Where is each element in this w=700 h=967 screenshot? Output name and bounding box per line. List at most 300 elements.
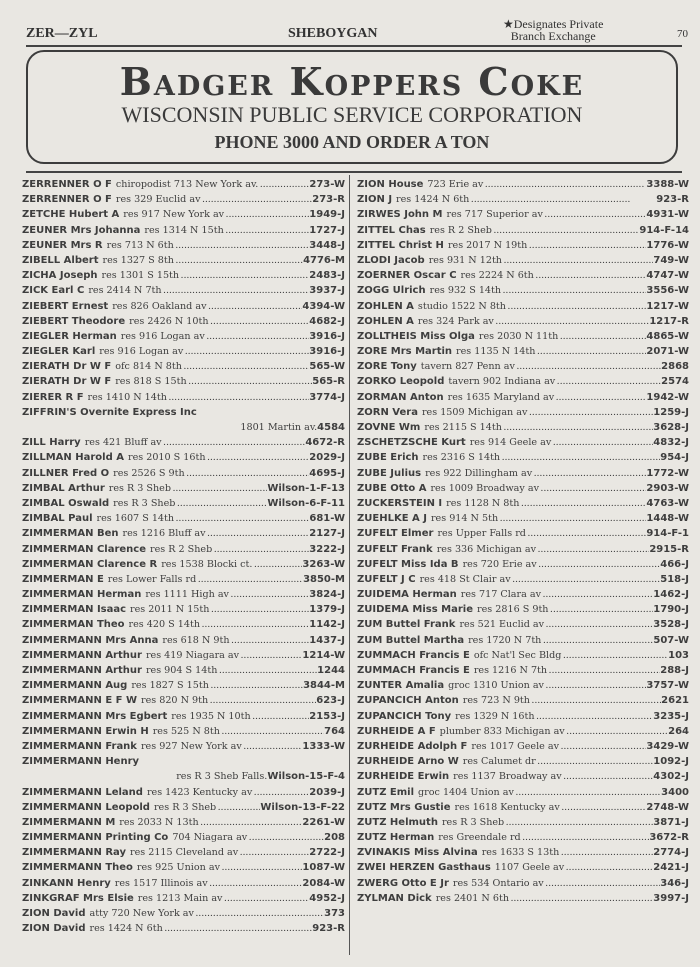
listing-entry	[357, 587, 689, 602]
listing-address: res 916 Logan av . . .	[99, 344, 309, 359]
listing-name: ZUTZ Mrs Gustie	[357, 801, 451, 813]
listing-name: ZIERATH Dr W F	[22, 376, 112, 388]
listing-name: ZIEBERT Ernest	[22, 300, 109, 312]
listing-entry	[357, 572, 689, 587]
listing-entry	[357, 800, 689, 815]
listing-name: ZIMMERMANN Arthur	[22, 649, 142, 661]
listing-entry	[22, 678, 345, 693]
listing-name: ZURHEIDE Adolph F	[357, 740, 468, 752]
listing-phone: 1259-J	[653, 406, 689, 418]
listing-address: res 1135 N 14th . . .	[456, 344, 646, 359]
listing-phone: 3850-M	[303, 573, 345, 585]
listing-address: res 932 S 14th . . .	[430, 283, 647, 298]
listing-address: res 420 S 14th . . .	[129, 617, 310, 632]
listing-entry	[357, 496, 689, 511]
listing-entry	[22, 223, 345, 238]
listing-entry	[357, 481, 689, 496]
listing-phone: 954-J	[660, 452, 689, 464]
listing-phone: 2722-J	[309, 847, 345, 859]
listing-name: ZIMMERMANN Erwin H	[22, 725, 149, 737]
listing-address: res 1327 S 8th . . .	[102, 253, 303, 268]
listing-phone: 507-W	[653, 634, 689, 646]
ad-brand-name: Badger Koppers Coke	[119, 59, 585, 104]
listing-address: res R 3 Sheb . . .	[109, 481, 268, 496]
listing-phone: 2421-J	[653, 862, 689, 874]
listing-address: res 1216 Bluff av . . .	[122, 526, 309, 541]
listing-name: ZUBE Otto A	[357, 482, 427, 494]
listing-name: ZOGG Ulrich	[357, 285, 426, 297]
listing-name: ZITTEL Chas	[357, 224, 426, 236]
listing-phone: 2915-R	[649, 543, 689, 555]
listing-name: ZILLMAN Harold A	[22, 452, 124, 464]
listing-address: res 1314 N 15th . . .	[144, 223, 309, 238]
listing-address: res 723 N 9th . . .	[463, 693, 661, 708]
listing-address: res R 3 Sheb . . .	[113, 496, 267, 511]
listing-name: ZUPANCICH Anton	[357, 695, 459, 707]
listing-entry	[22, 557, 345, 572]
listing-entry	[22, 299, 345, 314]
listing-phone: 373	[324, 908, 345, 919]
listing-entry	[357, 192, 689, 207]
listing-name: ZIRWES John M	[357, 209, 443, 221]
listing-phone: 1949-J	[309, 209, 345, 221]
listing-name: ZIMMERMAN E	[22, 573, 104, 585]
listing-entry	[22, 876, 345, 891]
listing-entry	[22, 253, 345, 268]
listing-name: ZURHEIDE A F	[357, 725, 436, 737]
listing-entry	[357, 785, 689, 800]
listing-entry	[357, 754, 689, 769]
listing-address: res 1213 Main av . . .	[138, 891, 310, 906]
listing-entry	[357, 678, 689, 693]
listing-entry	[22, 526, 345, 541]
listing-address: res 927 New York av . . .	[141, 739, 302, 754]
listing-address: res R 2 Sheb . . .	[430, 223, 640, 238]
listing-name: ZOERNER Oscar C	[357, 270, 457, 282]
listing-address: res 1509 Michigan av . . .	[422, 405, 653, 420]
listing-entry	[22, 542, 345, 557]
listing-entry	[22, 921, 345, 936]
listing-name: ZIMMERMANN Mrs Anna	[22, 634, 159, 646]
listing-name: ZUIDEMA Herman	[357, 589, 457, 601]
listing-entry	[357, 405, 689, 420]
listing-name: ZIERATH Dr W F	[22, 361, 112, 373]
listing-phone: 1333-W	[302, 740, 345, 752]
listing-entry	[22, 238, 345, 253]
listing-entry	[357, 633, 689, 648]
listing-address: res 329 Euclid av . . .	[116, 192, 312, 207]
listing-name: ZIMBAL Arthur	[22, 482, 105, 494]
listing-name: ZIEBERT Theodore	[22, 315, 126, 327]
listing-entry	[357, 891, 689, 906]
listing-phone: 3844-M	[303, 680, 345, 692]
listing-entry	[357, 450, 689, 465]
listing-address: chiropodist 713 New York av. . . .	[116, 177, 310, 192]
listing-entry	[22, 709, 345, 724]
listing-phone: 3628-J	[653, 422, 689, 433]
listing-entry	[22, 633, 345, 648]
listing-address: res 1538 Blocki ct. . . .	[161, 557, 302, 572]
listing-address: res 1635 Maryland av . . .	[448, 390, 647, 405]
listing-name: ZORE Tony	[357, 361, 417, 373]
page-number: 70	[677, 28, 688, 40]
listing-name: ZUTZ Herman	[357, 832, 435, 844]
listing-phone: 3774-J	[309, 391, 345, 403]
listing-address: 1801 Martin av.	[240, 422, 318, 433]
listing-name: ZITTEL Christ H	[357, 239, 444, 251]
listing-address: res 1009 Broadway av . . .	[430, 481, 646, 496]
listing-phone: 2868	[661, 361, 689, 373]
listing-phone: 2621	[661, 695, 689, 707]
listing-entry	[22, 283, 345, 298]
listing-entry	[22, 785, 345, 800]
listing-address: res 2316 S 14th . . .	[423, 450, 661, 465]
listing-address: 1107 Geele av . . .	[495, 860, 654, 875]
listing-phone: 103	[668, 649, 689, 661]
listing-phone: Wilson-1-F-13	[267, 482, 345, 494]
listing-phone: 1379-J	[309, 604, 345, 616]
listing-phone: 3222-J	[309, 543, 345, 555]
listing-phone: 4763-W	[646, 497, 689, 509]
listing-address	[201, 405, 345, 420]
listing-phone: 4695-J	[309, 467, 345, 479]
listing-name: ZILL Harry	[22, 437, 81, 449]
listing-phone: 273-W	[309, 179, 345, 190]
listing-address: tavern 902 Indiana av . . .	[448, 374, 661, 389]
listing-phone: 1244	[317, 665, 345, 676]
listing-name: ZUMMACH Francis E	[357, 649, 470, 661]
listing-phone: Wilson-15-F-4	[267, 771, 345, 783]
listing-phone: 3672-R	[649, 832, 689, 844]
listing-phone: 4672-R	[305, 437, 345, 449]
listing-address: res 2030 N 11th . . .	[479, 329, 647, 344]
listing-address: res 1935 N 10th . . .	[171, 709, 309, 724]
listing-name: ZIMMERMANN Frank	[22, 740, 137, 752]
listing-entry	[357, 542, 689, 557]
listing-phone: 466-J	[660, 558, 689, 570]
listing-entry	[22, 374, 345, 389]
listing-name: ZUM Buttel Frank	[357, 619, 456, 631]
listing-address: res 720 Erie av . . .	[463, 557, 661, 572]
listing-name: ZERRENNER O F	[22, 194, 112, 206]
listing-name: ZIMMERMANN E F W	[22, 695, 137, 707]
listing-address: res 1720 N 7th . . .	[468, 633, 653, 648]
listing-name: ZOVNE Wm	[357, 422, 421, 433]
listing-name: ZORMAN Anton	[357, 391, 444, 403]
listing-name: ZUTZ Emil	[357, 786, 415, 798]
listing-name: ZUM Buttel Martha	[357, 634, 465, 646]
listing-name: ZOHLEN A	[357, 315, 414, 327]
listing-name: ZIMMERMAN Clarence R	[22, 558, 158, 570]
listing-phone: 3824-J	[309, 589, 345, 601]
listing-column-right	[357, 177, 689, 906]
listing-entry	[357, 526, 689, 541]
listing-name: ZINKANN Henry	[22, 877, 111, 889]
listing-entry	[357, 238, 689, 253]
listing-entry	[357, 420, 689, 435]
ad-bottom-rule	[26, 171, 682, 173]
listing-address: res 914 N 5th . . .	[431, 511, 646, 526]
listing-phone: 3916-J	[309, 330, 345, 342]
listing-address: res 521 Euclid av . . .	[459, 617, 653, 632]
listing-address: res Greendale rd . . .	[438, 830, 649, 845]
listing-entry	[22, 800, 345, 815]
alphabetical-range: ZER—ZYL	[26, 26, 98, 41]
listing-name: ZIMBAL Oswald	[22, 497, 110, 509]
listing-address: res Lower Falls rd . . .	[108, 572, 303, 587]
listing-address: res 324 Park av . . .	[418, 314, 649, 329]
listing-name: ZORE Mrs Martin	[357, 346, 453, 358]
listing-name: ZURHEIDE Arno W	[357, 756, 459, 768]
listing-phone: 1142-J	[309, 619, 345, 631]
listing-phone: 3997-J	[653, 892, 689, 904]
listing-address: res 904 S 14th . . .	[146, 663, 317, 678]
listing-entry	[357, 724, 689, 739]
listing-address: res 2414 N 7th . . .	[88, 283, 309, 298]
listing-phone: 565-W	[309, 361, 345, 373]
listing-phone: 4832-J	[653, 437, 689, 449]
listing-address: res 421 Bluff av . . .	[85, 435, 306, 450]
listing-name: ZIMMERMANN Mrs Egbert	[22, 710, 168, 722]
listing-entry	[22, 329, 345, 344]
listing-phone: 2748-W	[646, 801, 689, 813]
listing-name: ZUPANCICH Tony	[357, 710, 452, 722]
listing-name: ZIMBAL Paul	[22, 513, 93, 525]
listing-entry	[357, 359, 689, 374]
listing-address: res 717 Superior av . . .	[446, 207, 646, 222]
listing-address: groc 1404 Union av . . .	[418, 785, 661, 800]
listing-phone: 3263-W	[302, 558, 345, 570]
listing-name: ZINKGRAF Mrs Elsie	[22, 892, 134, 904]
listing-name: ZIMMERMANN Leland	[22, 786, 143, 798]
listing-phone: 1214-W	[302, 649, 345, 661]
listing-entry	[22, 830, 345, 845]
listing-entry	[357, 769, 689, 784]
listing-entry	[22, 390, 345, 405]
listing-address: res 1424 N 6th . . .	[396, 192, 656, 207]
listing-address: res R 2 Sheb . . .	[150, 542, 309, 557]
listing-name: ZOLLTHEIS Miss Olga	[357, 330, 475, 342]
listing-phone: 4682-J	[309, 315, 345, 327]
listing-name: ZYLMAN Dick	[357, 892, 432, 904]
listing-address: res 931 N 12th . . .	[429, 253, 654, 268]
listing-phone: 2261-W	[302, 816, 345, 828]
listing-address	[143, 754, 345, 769]
pbx-legend	[503, 18, 603, 42]
listing-phone: 1217-W	[646, 300, 689, 312]
advertisement-box	[26, 50, 678, 164]
listing-entry	[22, 845, 345, 860]
listing-name: ZION David	[22, 908, 86, 919]
listing-name: ZUFELT Miss Ida B	[357, 558, 459, 570]
listing-phone: 565-R	[312, 376, 345, 388]
listing-address: res 1111 High av . . .	[145, 587, 309, 602]
listing-entry	[357, 617, 689, 632]
listing-name: ZIMMERMANN Printing Co	[22, 832, 169, 844]
listing-phone: 1727-J	[309, 224, 345, 236]
listing-entry	[357, 177, 689, 192]
pbx-legend-line-1: ★Designates Private	[503, 17, 604, 31]
listing-name: ZUBE Erich	[357, 452, 419, 464]
listing-address: res 1216 N 7th . . .	[474, 663, 660, 678]
listing-entry	[357, 602, 689, 617]
listing-address: res 2401 N 6th . . .	[436, 891, 654, 906]
listing-entry	[357, 466, 689, 481]
listing-phone: 288-J	[660, 665, 689, 676]
listing-name: ZVINAKIS Miss Alvina	[357, 847, 478, 859]
listing-entry	[22, 268, 345, 283]
listing-entry	[22, 496, 345, 511]
listing-phone: 4931-W	[646, 209, 689, 221]
listing-name: ZUFELT Elmer	[357, 528, 434, 540]
city-name: SHEBOYGAN	[288, 26, 378, 41]
listing-name: ZUIDEMA Miss Marie	[357, 604, 474, 616]
listing-entry	[357, 283, 689, 298]
listing-phone: 2127-J	[309, 528, 345, 540]
listing-entry	[357, 329, 689, 344]
listing-phone: 3757-W	[646, 680, 689, 692]
listing-phone: 1772-W	[646, 467, 689, 479]
listing-phone: 4394-W	[302, 300, 345, 312]
listing-entry	[22, 344, 345, 359]
listing-address: res 1423 Kentucky av . . .	[147, 785, 309, 800]
listing-phone: 2153-J	[309, 710, 345, 722]
listing-phone: 518-J	[660, 573, 689, 585]
listing-address: res 818 S 15th . . .	[115, 374, 312, 389]
listing-name: ZIMMERMANN Henry	[22, 756, 140, 768]
listing-address: ofc 814 N 8th . . .	[115, 359, 309, 374]
listing-name: ZIMMERMANN M	[22, 816, 116, 828]
listing-address: res 2033 N 13th . . .	[119, 815, 302, 830]
listing-address: res 336 Michigan av . . .	[437, 542, 650, 557]
listing-address: res 2526 S 9th . . .	[113, 466, 309, 481]
listing-entry	[22, 177, 345, 192]
listing-name: ZIMMERMAN Ben	[22, 528, 119, 540]
listing-phone: Wilson-6-F-11	[267, 497, 345, 509]
listing-entry	[22, 359, 345, 374]
listing-continuation	[22, 420, 345, 435]
listing-name: ZORKO Leopold	[357, 376, 445, 388]
listing-name: ZION David	[22, 923, 86, 935]
listing-entry	[22, 815, 345, 830]
listing-entry	[22, 481, 345, 496]
listing-entry	[357, 299, 689, 314]
listing-phone: 1087-W	[302, 862, 345, 874]
listing-entry	[357, 435, 689, 450]
listing-phone: 1790-J	[653, 604, 689, 616]
listing-address: res 820 N 9th . . .	[141, 693, 316, 708]
listing-address: res 1137 Broadway av . . .	[453, 769, 653, 784]
listing-entry	[357, 876, 689, 891]
listing-entry	[22, 450, 345, 465]
listing-phone: 4584	[317, 422, 345, 433]
listing-address: res 1517 Illinois av . . .	[115, 876, 303, 891]
pbx-legend-line-2: Branch Exchange	[510, 29, 596, 43]
listing-address: groc 1310 Union av . . .	[448, 678, 646, 693]
listing-address: tavern 827 Penn av . . .	[421, 359, 661, 374]
listing-entry	[357, 207, 689, 222]
listing-phone: 346-J	[660, 877, 689, 889]
listing-address: res 2017 N 19th . . .	[448, 238, 646, 253]
listing-address: res 418 St Clair av . . .	[420, 572, 661, 587]
listing-name: ZWEI HERZEN Gasthaus	[357, 862, 491, 874]
listing-phone: 4865-W	[646, 330, 689, 342]
listing-entry	[22, 602, 345, 617]
listing-entry	[22, 435, 345, 450]
listing-address: res 826 Oakland av . . .	[112, 299, 302, 314]
listing-name: ZWERG Otto E Jr	[357, 877, 449, 889]
listing-address: ofc Nat'l Sec Bldg . . .	[474, 648, 668, 663]
listing-column-left	[22, 177, 345, 936]
listing-entry	[357, 314, 689, 329]
listing-entry	[357, 253, 689, 268]
listing-address: res 917 New York av . . .	[123, 207, 309, 222]
listing-phone: 3429-W	[646, 740, 689, 752]
listing-name: ZIMMERMANN Leopold	[22, 801, 150, 813]
listing-address: res R 3 Sheb . . .	[154, 800, 260, 815]
listing-phone: 273-R	[312, 194, 345, 206]
listing-phone: 3556-W	[646, 285, 689, 297]
listing-phone: 2574	[661, 376, 689, 388]
listing-address: res 2224 N 6th . . .	[461, 268, 647, 283]
listing-address: atty 720 New York av . . .	[89, 906, 324, 921]
listing-address: res 1424 N 6th . . .	[89, 921, 312, 936]
listing-name: ZIMMERMAN Isaac	[22, 604, 127, 616]
listing-address: res 922 Dillingham av . . .	[425, 466, 646, 481]
listing-address: res 916 Logan av . . .	[121, 329, 310, 344]
listing-name: ZIMMERMAN Herman	[22, 589, 142, 601]
listing-name: ZOHLEN A	[357, 300, 414, 312]
listing-name: ZIEGLER Herman	[22, 330, 117, 342]
listing-address: res 717 Clara av . . .	[461, 587, 654, 602]
listing-phone: 749-W	[653, 254, 689, 266]
listing-name: ZURHEIDE Erwin	[357, 771, 450, 783]
listing-entry	[22, 648, 345, 663]
listing-entry	[22, 207, 345, 222]
listing-entry	[357, 268, 689, 283]
listing-phone: 1462-J	[653, 589, 689, 601]
listing-address: res 618 N 9th . . .	[162, 633, 309, 648]
listing-address: res 713 N 6th . . .	[107, 238, 310, 253]
listing-name: ZIMMERMANN Theo	[22, 862, 133, 874]
listing-name: ZUBE Julius	[357, 467, 422, 479]
listing-address: res 1827 S 15th . . .	[131, 678, 303, 693]
listing-entry	[22, 906, 345, 921]
listing-name: ZUNTER Amalia	[357, 680, 445, 692]
listing-address: res 1607 S 14th . . .	[97, 511, 310, 526]
listing-entry	[357, 815, 689, 830]
listing-address: plumber 833 Michigan av . . .	[440, 724, 668, 739]
listing-phone: 4776-M	[303, 254, 345, 266]
listing-address: res 1329 N 16th . . .	[455, 709, 653, 724]
listing-name: ZICHA Joseph	[22, 270, 98, 282]
listing-name: ZIMMERMANN Ray	[22, 847, 126, 859]
listing-address: res 1301 S 15th . . .	[102, 268, 310, 283]
listing-phone: 4302-J	[653, 771, 689, 783]
listing-name: ZIMMERMAN Theo	[22, 619, 125, 631]
listing-address: res 925 Union av . . .	[137, 860, 303, 875]
listing-phone: 2071-W	[646, 346, 689, 358]
listing-entry	[22, 466, 345, 481]
listing-entry	[22, 192, 345, 207]
listing-phone: 1437-J	[309, 634, 345, 646]
listing-address: res Upper Falls rd . . .	[437, 526, 646, 541]
listing-entry	[357, 344, 689, 359]
listing-entry	[22, 405, 345, 420]
listing-entry	[357, 557, 689, 572]
listing-name: ZUCKERSTEIN I	[357, 497, 443, 509]
listing-name: ZIMMERMAN Clarence	[22, 543, 147, 555]
